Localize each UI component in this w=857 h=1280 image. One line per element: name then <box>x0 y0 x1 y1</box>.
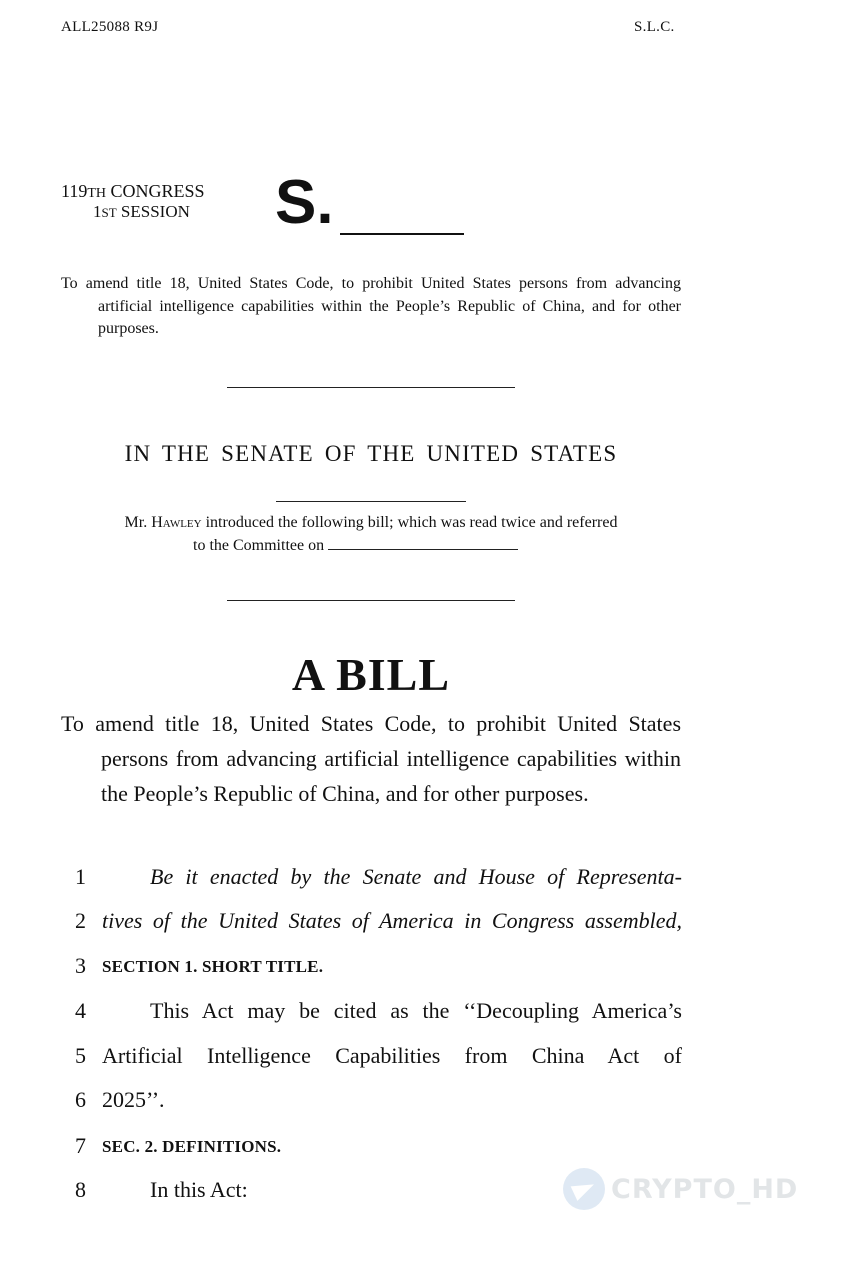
line-number: 5 <box>75 1043 86 1068</box>
enacting-clause: Be it enacted by the Senate and House of Representa- <box>150 864 682 889</box>
line-text: 2025’’. <box>102 1087 165 1112</box>
sponsor-name: Hawley <box>151 514 202 531</box>
enacting-clause: tives of the United States of America in Congress assembled, <box>102 908 682 933</box>
bill-line <box>0 1133 857 1163</box>
introduction-statement: Mr. Hawley introduced the following bill; which was read twice and referred to the Committee on <box>124 514 618 554</box>
line-number: 6 <box>75 1087 86 1112</box>
bill-line <box>0 1087 857 1117</box>
divider-rule <box>227 387 515 388</box>
bill-line <box>0 998 857 1028</box>
line-number: 8 <box>75 1177 86 1202</box>
line-number: 3 <box>75 953 86 978</box>
chamber-heading: IN THE SENATE OF THE UNITED STATES <box>124 441 618 466</box>
congress-number: 119TH CONGRESS <box>61 181 205 201</box>
line-text: This Act may be cited as the ‘‘Decoupling America’s <box>150 998 682 1023</box>
bill-number-blank <box>340 233 464 235</box>
purpose-summary: To amend title 18, United States Code, to prohibit United States persons from advancing artificial intelligence capabilities within the People’s Republic of China, and for other purposes. <box>61 275 681 337</box>
line-number: 4 <box>75 998 86 1023</box>
session-label: 1ST SESSION <box>93 202 190 221</box>
line-number: 2 <box>75 908 86 933</box>
bill-line <box>0 864 857 894</box>
section-heading: SEC. 2. DEFINITIONS. <box>102 1137 282 1156</box>
line-number: 1 <box>75 864 86 889</box>
bill-number-prefix: S. <box>275 168 334 237</box>
watermark-text: CRYPTO_HD <box>611 1173 799 1205</box>
divider-rule-short <box>276 501 466 502</box>
watermark <box>563 1168 798 1210</box>
line-text: Artificial Intelligence Capabilities from China Act of <box>102 1043 682 1068</box>
divider-rule <box>227 600 515 601</box>
document-id: ALL25088 R9J <box>61 19 159 35</box>
line-text: In this Act: <box>150 1177 248 1202</box>
committee-blank <box>328 535 518 550</box>
bill-purpose: To amend title 18, United States Code, to prohibit United States persons from advancing artificial intelligence capabilities within the People’s Republic of China, and for other purposes. <box>61 711 681 806</box>
bill-line <box>0 908 857 938</box>
line-number: 7 <box>75 1133 86 1158</box>
bill-title: A BILL <box>291 649 451 700</box>
document-status: S.L.C. <box>634 19 675 35</box>
bill-line <box>0 953 857 983</box>
telegram-icon <box>563 1168 605 1210</box>
bill-line <box>0 1043 857 1073</box>
section-heading: SECTION 1. SHORT TITLE. <box>102 957 324 976</box>
